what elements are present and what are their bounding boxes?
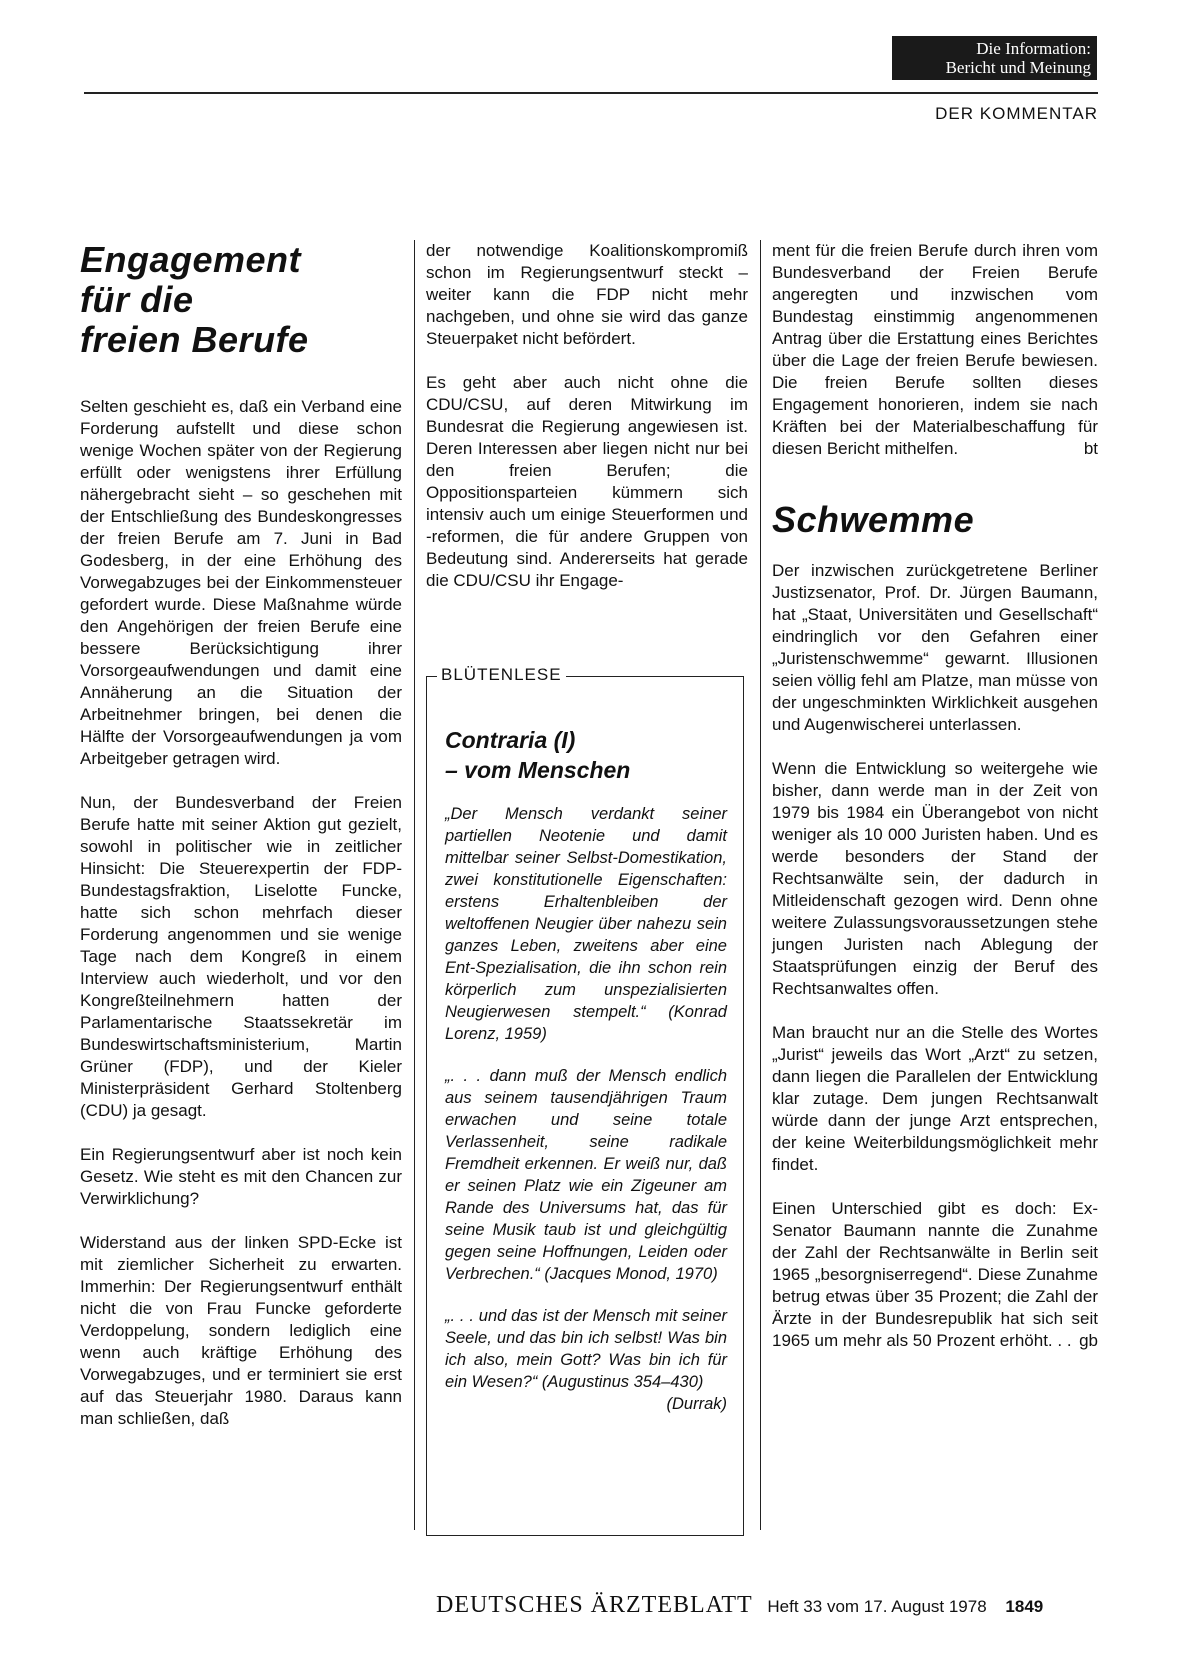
title-line: Contraria (I) [445,727,576,753]
paragraph [772,240,1098,460]
page-number: 1849 [1005,1597,1044,1616]
section-label: DER KOMMENTAR [935,104,1098,123]
article-2-signature: gb [1079,1331,1098,1350]
title-line: Engagement [80,239,302,280]
paragraph: Der inzwischen zurückgetretene Berliner Justizsenator, Prof. Dr. Jürgen Baumann, hat „Staat, Universitäten und Gesellschaft“ eindringlich vor den Gefahren einer „Juristenschwemme“ gewarnt. Illusionen seien völlig fehl am Platze, man müsse von der ungeschminkten Wirklichkeit ausgehen und Augenwischerei unterlassen. [772,561,1098,734]
paragraph: Ein Regierungsentwurf aber ist noch kein Gesetz. Wie steht es mit den Chancen zur Verwirklichung? [80,1145,402,1208]
paragraph: Wenn die Entwicklung so weitergehe wie bisher, dann werde man in der Zeit von 1979 bis 1984 ein Überangebot von nicht weniger als 10 000 Juristen haben. Und es werde besonders der Stand der Rechtsanwälte sein, der dadurch in Mitleidenschaft gezogen wird. Denn ohne weitere Zulassungsvoraussetzungen stehe jungen Juristen nach Ablegung der Staatsprüfungen einzig der Beruf des Rechtsanwaltes offen. [772,759,1098,998]
box-label: BLÜTENLESE [437,665,566,685]
quote: „Der Mensch verdankt seiner partiellen Neotenie und damit mittelbar seiner Selbst-Domestikation, zwei konstitutionelle Eigenschaften: erstens Erhaltenbleiben der weltoffenen Neugier über nahezu sein ganzes Leben, zweitens aber eine Ent-Spezialisation, die ihn schon rein körperlich zum unspezialisierten Neugierwesen stempelt.“ (Konrad Lorenz, 1959) [445,805,727,1043]
column-2 [426,240,748,614]
column-divider [760,240,761,1530]
page-footer [436,1592,1043,1619]
badge-line-1: Die Information: [976,39,1091,58]
bluetenlese-box [426,665,744,1536]
box-title [445,725,727,785]
paragraph: der notwendige Koalitionskompromiß schon im Regierungsentwurf steckt – weiter kann die FDP nicht mehr nachgeben, und ohne sie wird das ganze Steuerpaket nicht befördert. [426,241,748,348]
paragraph: Widerstand aus der linken SPD-Ecke ist mit ziemlicher Sicherheit zu erwarten. Immerhin: Der Regierungsentwurf enthält nicht die von Frau Funcke geforderte Verdoppelung, sondern lediglich eine wenn auch kräftige Erhöhung des Vorwegabzuges, und er terminiert sie erst auf das Steuerjahr 1980. Daraus kann man schließen, daß [80,1233,402,1428]
title-line: freien Berufe [80,319,309,360]
badge-line-2: Bericht und Meinung [945,58,1091,77]
quote-text: „. . . und das ist der Mensch mit seiner Seele, und das bin ich selbst! Was bin ich also, mein Gott? Was bin ich für ein Wesen?“ (Augustinus 354–430) [445,1307,727,1391]
paragraph: Es geht aber auch nicht ohne die CDU/CSU, auf deren Mitwirkung im Bundesrat die Regierung angewiesen ist. Deren Interessen aber liegen nicht nur bei den freien Berufen; die Oppositionsparteien kümmern sich intensiv auch um einige Steuerformen und -reformen, die für andere Gruppen von Bedeutung sind. Andererseits hat gerade die CDU/CSU ihr Engage- [426,373,748,590]
issue-info: Heft 33 vom 17. August 1978 [767,1597,987,1616]
paragraph-text: ment für die freien Berufe durch ihren vom Bundesverband der Freien Berufe angeregten und inzwischen vom Bundestag einstimmig angenommenen Antrag über die Erstattung eines Berichtes über die Lage der freien Berufe bewiesen. Die freien Berufe sollten dieses Engagement honorieren, indem sie nach Kräften bei der Materialbeschaffung für diesen Bericht mithelfen. [772,241,1098,458]
article-1-signature: bt [1083,439,1098,458]
article-2-title: Schwemme [772,499,975,540]
column-1 [80,240,402,1452]
paragraph-text: Einen Unterschied gibt es doch: Ex-Senator Baumann nannte die Zunahme der Zahl der Rechtsanwälte in Berlin seit 1965 „besorgniserregend“. Diese Zunahme betrug etwas über 35 Prozent; die Zahl der Ärzte in der Bundesrepublik hat sich seit 1965 um mehr als 50 Prozent erhöht. . . [772,1199,1098,1350]
column-divider [414,240,415,1530]
column-3 [772,240,1098,1374]
paragraph: Nun, der Bundesverband der Freien Berufe hatte mit seiner Aktion gut gezielt, sowohl in politischer wie in zeitlicher Hinsicht: Die Steuerexpertin der FDP-Bundestagsfraktion, Liselotte Funcke, hatte sich schon mehrfach dieser Forderung angenommen und sie wenige Tage nach dem Kongreß in einem Interview auch wiederholt, und vor den Kongreßteilnehmern hatten der Parlamentarische Staatssekretär im Bundeswirtschaftsministerium, Martin Grüner (FDP), und der Kieler Ministerpräsident Gerhard Stoltenberg (CDU) ja gesagt. [80,793,402,1120]
title-line: – vom Menschen [445,757,631,783]
paragraph [772,1198,1098,1352]
quote [445,1305,727,1413]
header-rule [84,92,1098,94]
box-signature: (Durrak) [666,1395,727,1413]
section-badge [892,36,1097,80]
quote: „. . . dann muß der Mensch endlich aus seinem tausendjährigen Traum erwachen und seine totale Verlassenheit, seine radikale Fremdheit erkennen. Er weiß nur, daß er seinen Platz wie ein Zigeuner am Rande des Universums hat, das für seine Musik taub ist und gleichgültig gegen seine Hoffnungen, Leiden oder Verbrechen.“ (Jacques Monod, 1970) [445,1067,727,1283]
article-1-title [80,240,402,360]
paragraph: Selten geschieht es, daß ein Verband eine Forderung aufstellt und diese schon wenige Wochen später von der Regierung erfüllt oder wenigstens ihrer Erfüllung nähergebracht sieht – so geschehen mit der Entschließung des Bundeskongresses der freien Berufe am 7. Juni in Bad Godesberg, in der eine Erhöhung des Vorwegabzuges bei der Einkommensteuer gefordert wurde. Diese Maßnahme würde den Angehörigen der freien Berufe eine bessere Berücksichtigung ihrer Vorsorgeaufwendungen und damit eine Annäherung an die Situation der Arbeitnehmer bringen, bei denen die Hälfte der Vorsorgeaufwendungen ja vom Arbeitgeber getragen wird. [80,397,402,768]
paragraph: Man braucht nur an die Stelle des Wortes „Jurist“ jeweils das Wort „Arzt“ zu setzen, dann liegen die Parallelen der Entwicklung klar zutage. Dem jungen Rechtsanwalt würde dann der junge Arzt entsprechen, der keine Weiterbildungsmöglichkeit mehr findet. [772,1023,1098,1174]
title-line: für die [80,279,194,320]
magazine-name: DEUTSCHES ÄRZTEBLATT [436,1592,753,1618]
